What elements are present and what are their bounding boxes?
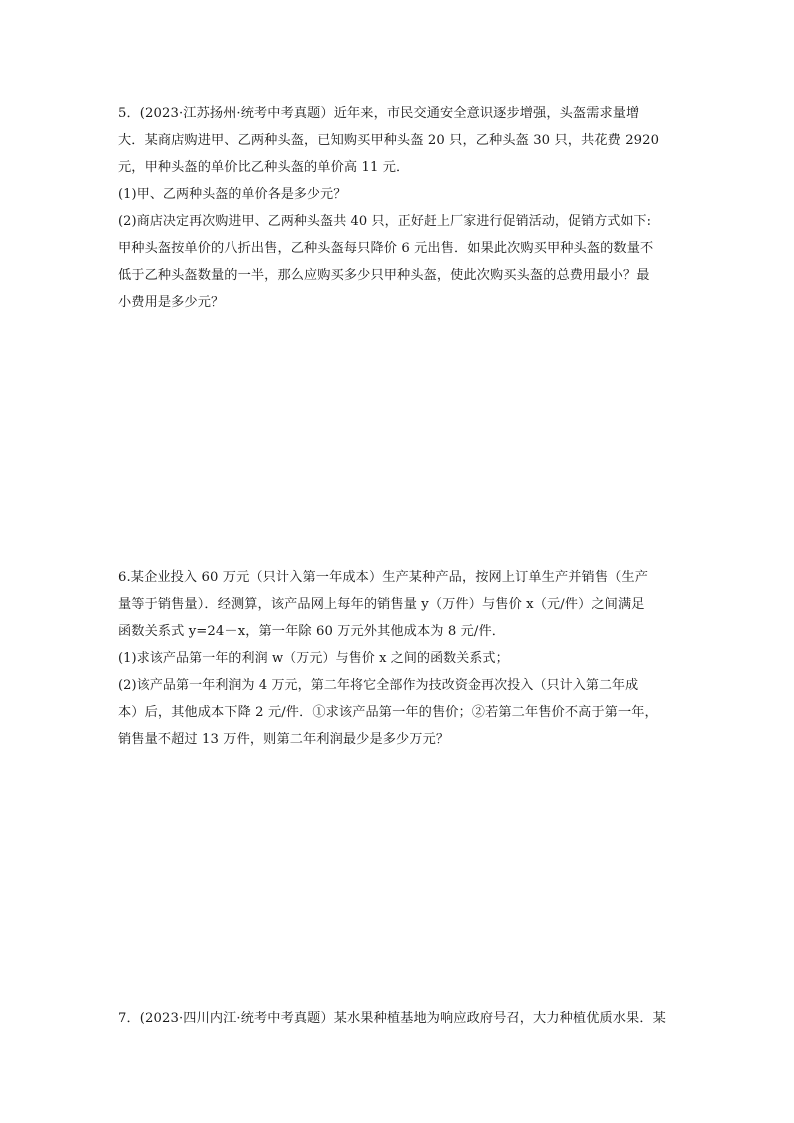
problem-6-part-2-line-1: (2)该产品第一年利润为 4 万元，第二年将它全部作为技改资金再次投入（只计入第二年成 xyxy=(118,678,639,693)
problem-5-part-2-line-3: 低于乙种头盔数量的一半，那么应购买多少只甲种头盔，使此次购买头盔的总费用最小？最 xyxy=(118,268,650,283)
problem-5-part-2-line-2: 甲种头盔按单价的八折出售，乙种头盔每只降价 6 元出售．如果此次购买甲种头盔的数量不 xyxy=(118,241,654,256)
problem-5-line-2: 大．某商店购进甲、乙两种头盔，已知购买甲种头盔 20 只，乙种头盔 30 只，共花费 2920 xyxy=(118,133,660,148)
problem-6-part-2-line-2: 本）后，其他成本下降 2 元/件．①求该产品第一年的售价；②若第二年售价不高于第一年， xyxy=(118,705,658,720)
problem-5-line-1: 5．(2023·江苏扬州·统考中考真题）近年来，市民交通安全意识逐步增强，头盔需求量增 xyxy=(118,106,640,121)
problem-7-line-1: 7．(2023·四川内江·统考中考真题）某水果种植基地为响应政府号召，大力种植优质水果．某 xyxy=(118,1011,666,1026)
problem-6 xyxy=(118,564,684,753)
problem-5 xyxy=(118,100,684,316)
problem-6-line-2: 量等于销售量）．经测算，该产品网上每年的销售量 y（万件）与售价 x（元/件）之间满足 xyxy=(118,597,645,612)
problem-5-part-2-line-1: (2)商店决定再次购进甲、乙两种头盔共 40 只，正好赶上厂家进行促销活动，促销方式如下: xyxy=(118,214,652,229)
problem-5-line-3: 元，甲种头盔的单价比乙种头盔的单价高 11 元． xyxy=(118,160,410,175)
problem-6-part-2-line-3: 销售量不超过 13 万件，则第二年利润最少是多少万元？ xyxy=(118,732,450,747)
problem-6-part-1: (1)求该产品第一年的利润 w（万元）与售价 x 之间的函数关系式； xyxy=(118,651,509,666)
problem-6-line-3: 函数关系式 y=24－x，第一年除 60 万元外其他成本为 8 元/件． xyxy=(118,624,506,639)
problem-7 xyxy=(118,1005,684,1032)
problem-5-part-1: (1)甲、乙两种头盔的单价各是多少元？ xyxy=(118,187,347,202)
problem-6-line-1: 6.某企业投入 60 万元（只计入第一年成本）生产某种产品，按网上订单生产并销售（生产 xyxy=(118,570,648,585)
problem-5-part-2-line-4: 小费用是多少元？ xyxy=(118,295,225,310)
